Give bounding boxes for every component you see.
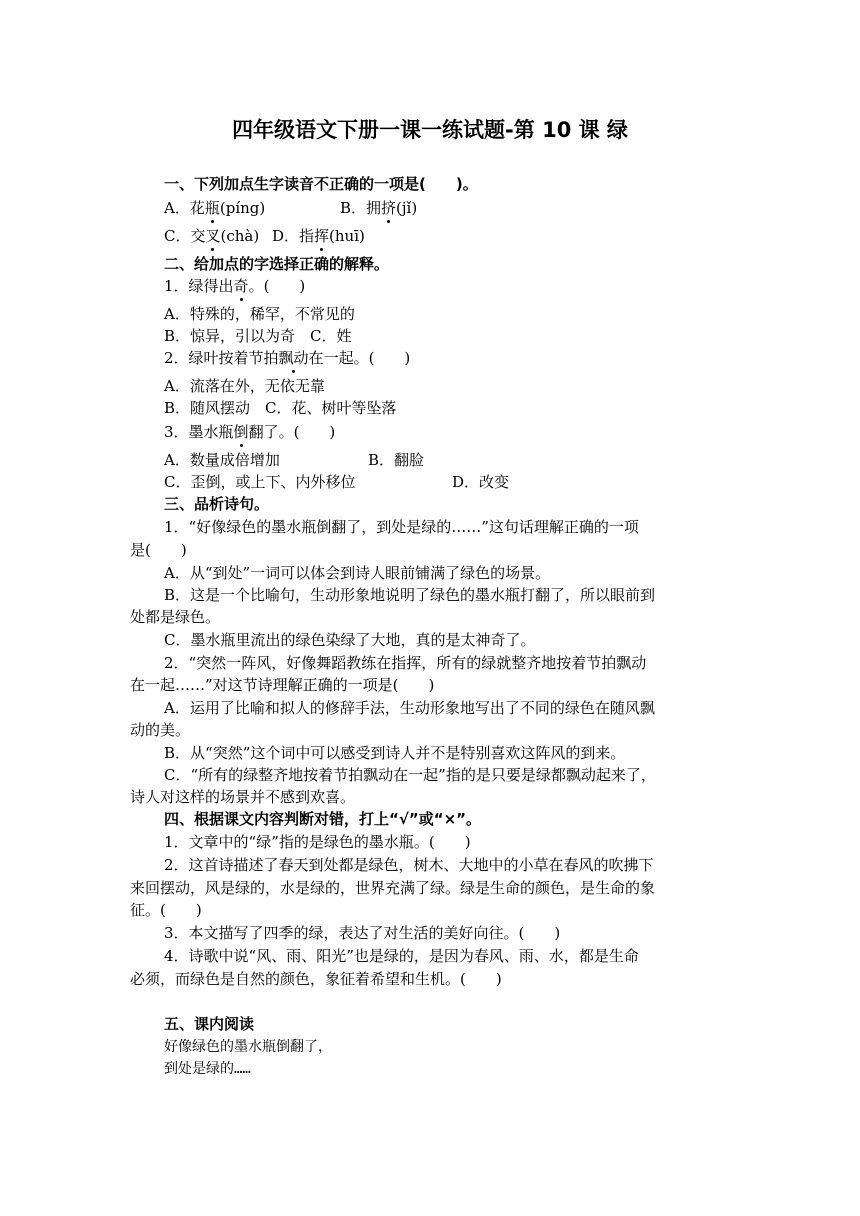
s4-statement-2-line1: 2．这首诗描述了春天到处都是绿色，树木、大地中的小草在春风的吹拂下 <box>164 856 654 874</box>
section1-options-ab <box>164 198 417 218</box>
s3-q1-option-b-line2: 处都是绿色。 <box>130 608 221 626</box>
s3-q1-option-a: A．从“到处”一词可以体会到诗人眼前铺满了绿色的场景。 <box>164 564 551 582</box>
option-d: D．指挥(huī) <box>272 227 365 245</box>
option-a: A．花瓶(píng) <box>164 199 266 217</box>
section2-heading: 二、给加点的字选择正确的解释。 <box>164 255 390 273</box>
s2-q1-option-a: A．特殊的，稀罕，不常见的 <box>164 305 355 323</box>
s3-q1-line2: 是( ) <box>130 541 187 559</box>
s3-q2-line2: 在一起……”对这节诗理解正确的一项是( ) <box>130 676 435 694</box>
s3-q2-option-c-line1: C．“所有的绿整齐地按着节拍飘动在一起”指的是只要是绿都飘动起来了， <box>164 766 656 784</box>
section4-heading: 四、根据课文内容判断对错，打上“√”或“×”。 <box>164 810 482 828</box>
s4-statement-4-line2: 必须，而绿色是自然的颜色，象征着希望和生机。( ) <box>130 970 502 988</box>
section3-heading: 三、品析诗句。 <box>164 495 270 513</box>
s3-q2-option-b: B．从“突然”这个词中可以感受到诗人并不是特别喜欢这阵风的到来。 <box>164 744 626 762</box>
s2-q1-option-bc: B．惊异，引以为奇 C．姓 <box>164 327 352 345</box>
section1-heading: 一、下列加点生字读音不正确的一项是( )。 <box>164 175 478 193</box>
section5-heading: 五、课内阅读 <box>164 1015 255 1033</box>
s2-q2-option-a: A．流落在外，无依无靠 <box>164 377 325 395</box>
s2-question-3: 3．墨水瓶倒翻了。( ) <box>164 423 336 441</box>
s2-q3-options-cd: C．歪倒，或上下、内外移位 D．改变 <box>164 473 510 491</box>
s3-q2-option-a-line1: A．运用了比喻和拟人的修辞手法，生动形象地写出了不同的绿色在随风飘 <box>164 699 655 717</box>
section1-options-cd <box>164 226 365 246</box>
page-title: 四年级语文下册一课一练试题-第 10 课 绿 <box>232 118 628 142</box>
s2-question-1: 1．绿得出奇。( ) <box>164 277 306 295</box>
s4-statement-2-line2: 来回摆动，风是绿的，水是绿的，世界充满了绿。绿是生命的颜色，是生命的象 <box>130 879 656 897</box>
poem-line-1: 好像绿色的墨水瓶倒翻了， <box>164 1039 332 1055</box>
s3-q1-option-b-line1: B．这是一个比喻句，生动形象地说明了绿色的墨水瓶打翻了，所以眼前到 <box>164 586 656 604</box>
s3-q2-option-c-line2: 诗人对这样的场景并不感到欢喜。 <box>130 788 356 806</box>
s4-statement-2-line3: 征。( ) <box>130 901 202 919</box>
option-c: C．交叉(chà) <box>164 227 260 245</box>
s2-question-2: 2．绿叶按着节拍飘动在一起。( ) <box>164 349 411 367</box>
s2-q2-option-bc: B．随风摆动 C．花、树叶等坠落 <box>164 399 397 417</box>
s3-q2-line1: 2．“突然一阵风，好像舞蹈教练在指挥，所有的绿就整齐地按着节拍飘动 <box>164 654 647 672</box>
s4-statement-3: 3．本文描写了四季的绿，表达了对生活的美好向往。( ) <box>164 924 561 942</box>
s3-q1-line1: 1．“好像绿色的墨水瓶倒翻了，到处是绿的……”这句话理解正确的一项 <box>164 518 639 536</box>
s4-statement-4-line1: 4．诗歌中说“风、雨、阳光”也是绿的，是因为春风、雨、水，都是生命 <box>164 947 639 965</box>
s4-statement-1: 1．文章中的“绿”指的是绿色的墨水瓶。( ) <box>164 833 471 851</box>
option-b: B．拥挤(jǐ) <box>340 199 418 217</box>
s2-q3-options-ab: A．数量成倍增加 B．翻脸 <box>164 451 425 469</box>
poem-line-2: 到处是绿的…… <box>164 1061 251 1077</box>
s3-q2-option-a-line2: 动的美。 <box>130 721 191 739</box>
s3-q1-option-c: C．墨水瓶里流出的绿色染绿了大地，真的是太神奇了。 <box>164 631 536 649</box>
